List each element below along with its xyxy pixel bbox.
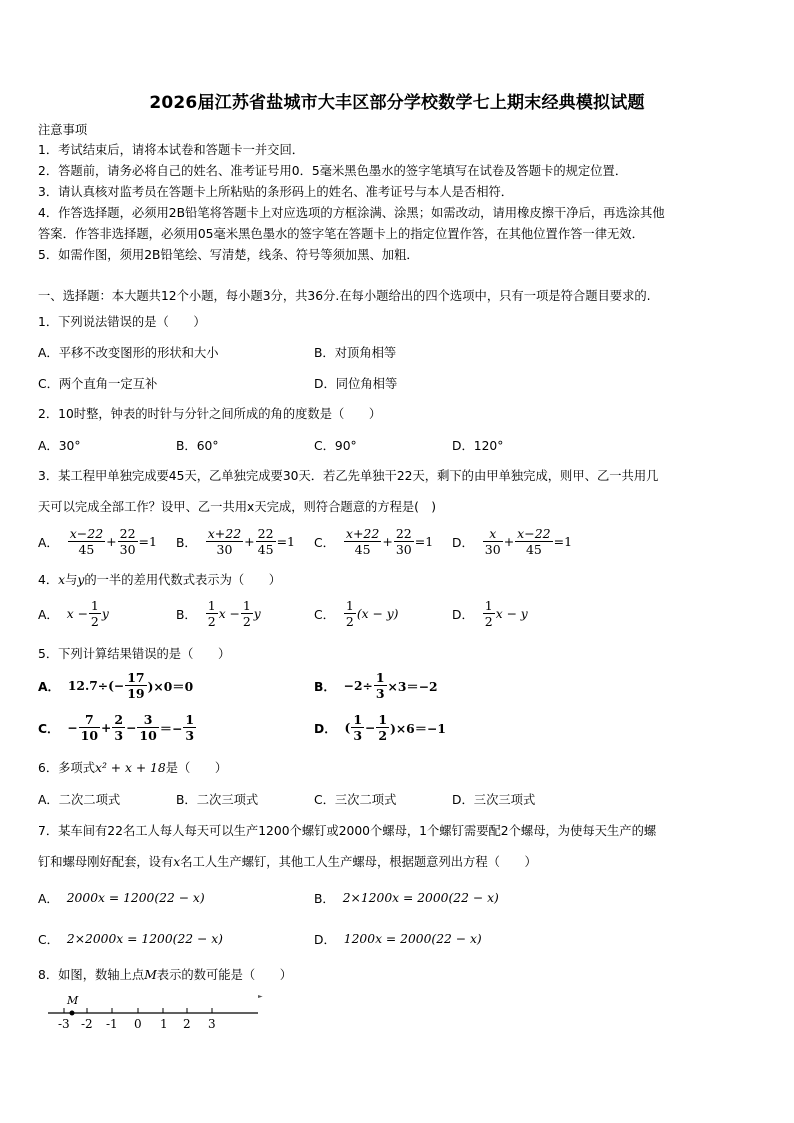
fraction: $\frac{x-22}{45}$ [517, 526, 551, 557]
q4-option-c: C． $\frac{1}{2}$ (x − y) [314, 598, 399, 629]
fraction: $\frac{1}{2}$ [242, 598, 251, 629]
fraction: $\frac{x-22}{45}$ [69, 526, 104, 557]
tick-label: -2 [81, 1017, 93, 1031]
q7-option-a: A． 2000x = 1200(22 − x) [38, 891, 205, 906]
q4-option-d: D． $\frac{1}{2}$ x − y [452, 598, 528, 629]
fraction: $\frac{x}{30}$ [484, 526, 501, 557]
q5-option-c: C． − $\frac{7}{10}$ + $\frac{2}{3}$ − $\frac{3}{10}$ ＝− $\frac{1}{3}$ [38, 712, 195, 743]
option-label: C． [314, 535, 335, 550]
number-line-figure [44, 992, 274, 1036]
notice-item: 4．作答选择题，必须用2B铅笔将答题卡上对应选项的方框涂满、涂黑；如需改动，请用橡皮擦干净后，再选涂其他 [38, 206, 665, 220]
q4-option-b: B． $\frac{1}{2}$ x − $\frac{1}{2}$ y [176, 598, 261, 629]
q6-option-b: B．二次三项式 [176, 793, 259, 807]
option-label: B． [176, 535, 197, 550]
q7-stem-line2: 钉和螺母刚好配套，设有x名工人生产螺钉，其他工人生产螺母，根据题意列出方程（ ） [38, 855, 537, 869]
section-heading: 一、选择题：本大题共12个小题，每小题3分，共36分.在每小题给出的四个选项中，只有一项是符合题目要求的. [38, 289, 651, 303]
q2-option-c: C．90° [314, 439, 357, 453]
fraction: $\frac{1}{2}$ [90, 598, 99, 629]
notice-heading: 注意事项 [38, 123, 88, 137]
fraction: $\frac{17}{19}$ [127, 670, 145, 701]
q7-stem-line1: 7．某车间有22名工人每人每天可以生产1200个螺钉或2000个螺母，1个螺钉需要配2个螺母，为使每天生产的螺 [38, 824, 657, 838]
tick-label: 0 [134, 1017, 142, 1031]
notice-item: 3．请认真核对监考员在答题卡上所粘贴的条形码上的姓名、准考证号与本人是否相符． [38, 185, 514, 199]
q1-option-d: D．同位角相等 [314, 377, 398, 391]
fraction: $\frac{7}{10}$ [80, 712, 99, 743]
q2-option-b: B．60° [176, 439, 219, 453]
notice-item: 1．考试结束后，请将本试卷和答题卡一并交回． [38, 143, 305, 157]
tick-label: -3 [58, 1017, 70, 1031]
fraction: $\frac{3}{10}$ [139, 712, 157, 743]
q5-option-a: A． 12.7÷(− $\frac{17}{19}$ )×0＝0 [38, 670, 194, 701]
point-m-label: M [67, 994, 79, 1007]
q1-stem: 1．下列说法错误的是（ ） [38, 315, 206, 329]
fraction: $\frac{22}{45}$ [257, 526, 274, 557]
q1-option-c: C．两个直角一定互补 [38, 377, 158, 391]
q5-stem: 5．下列计算结果错误的是（ ） [38, 647, 231, 661]
fraction: $\frac{1}{3}$ [353, 712, 363, 743]
fraction: $\frac{22}{30}$ [395, 526, 412, 557]
q3-option-a: A． $\frac{x-22}{45}$ + $\frac{22}{30}$ =1 [38, 526, 157, 557]
number-line-ticks [64, 1008, 212, 1013]
q4-stem: 4．x与y的一半的差用代数式表示为（ ） [38, 573, 282, 587]
fraction: $\frac{1}{2}$ [378, 712, 388, 743]
fraction: $\frac{2}{3}$ [114, 712, 124, 743]
q5-option-d: D． ( $\frac{1}{3}$ − $\frac{1}{2}$ )×6＝−1 [314, 712, 446, 743]
fraction: $\frac{x+22}{45}$ [345, 526, 380, 557]
q3-option-b: B． $\frac{x+22}{30}$ + $\frac{22}{45}$ =1 [176, 526, 295, 557]
q8-stem: 8．如图，数轴上点M表示的数可能是（ ） [38, 968, 293, 982]
q7-option-d: D． 1200x = 2000(22 − x) [314, 932, 482, 947]
tick-label: 3 [208, 1017, 216, 1031]
q4-option-a: A． x − $\frac{1}{2}$ y [38, 598, 109, 629]
fraction: $\frac{1}{3}$ [185, 712, 195, 743]
tick-labels [58, 1017, 216, 1031]
page-title: 2026届江苏省盐城市大丰区部分学校数学七上期末经典模拟试题 [149, 93, 645, 113]
q3-stem-line1: 3．某工程甲单独完成要45天，乙单独完成要30天．若乙先单独干22天，剩下的由甲单独完成，则甲、乙一共用几 [38, 469, 659, 483]
option-label: A． [38, 535, 59, 550]
q6-option-a: A．二次二项式 [38, 793, 121, 807]
q2-option-a: A．30° [38, 439, 81, 453]
q2-stem: 2．10时整，钟表的时针与分针之间所成的角的度数是（ ） [38, 407, 382, 421]
fraction: $\frac{x+22}{30}$ [207, 526, 242, 557]
fraction: $\frac{1}{2}$ [207, 598, 216, 629]
q5-option-b: B． −2÷ $\frac{1}{3}$ ×3＝−2 [314, 670, 438, 701]
q7-option-b: B． 2×1200x = 2000(22 − x) [314, 891, 499, 906]
point-m-dot [70, 1011, 75, 1016]
fraction: $\frac{1}{3}$ [375, 670, 385, 701]
fraction: $\frac{1}{2}$ [345, 598, 354, 629]
notice-item: 2．答题前，请务必将自己的姓名、准考证号用0．5毫米黑色墨水的签字笔填写在试卷及答题卡的规定位置． [38, 164, 628, 178]
q3-option-c: C． $\frac{x+22}{45}$ + $\frac{22}{30}$ =1 [314, 526, 434, 557]
notice-item: 答案．作答非选择题，必须用05毫米黑色墨水的签字笔在答题卡上的指定位置作答，在其他位置作答一律无效． [38, 227, 644, 241]
q6-option-d: D．三次三项式 [452, 793, 536, 807]
notice-item: 5．如需作图，须用2B铅笔绘、写清楚，线条、符号等须加黑、加粗． [38, 248, 419, 262]
tick-label: 2 [183, 1017, 191, 1031]
option-label: D． [452, 535, 474, 550]
q2-option-d: D．120° [452, 439, 504, 453]
q6-option-c: C．三次二项式 [314, 793, 397, 807]
q6-stem: 6．多项式x² + x + 18是（ ） [38, 761, 228, 775]
fraction: $\frac{22}{30}$ [119, 526, 136, 557]
q1-option-b: B．对顶角相等 [314, 346, 397, 360]
tick-label: 1 [160, 1017, 168, 1031]
tick-label: -1 [106, 1017, 118, 1031]
fraction: $\frac{1}{2}$ [484, 598, 493, 629]
q7-option-c: C． 2×2000x = 1200(22 − x) [38, 932, 223, 947]
q3-stem-line2: 天可以完成全部工作？设甲、乙一共用x天完成，则符合题意的方程是( ) [38, 500, 437, 514]
q3-option-d: D． $\frac{x}{30}$ + $\frac{x-22}{45}$ =1 [452, 526, 573, 557]
axis-arrow-mark: ► [258, 993, 263, 1000]
q1-option-a: A．平移不改变图形的形状和大小 [38, 346, 219, 360]
